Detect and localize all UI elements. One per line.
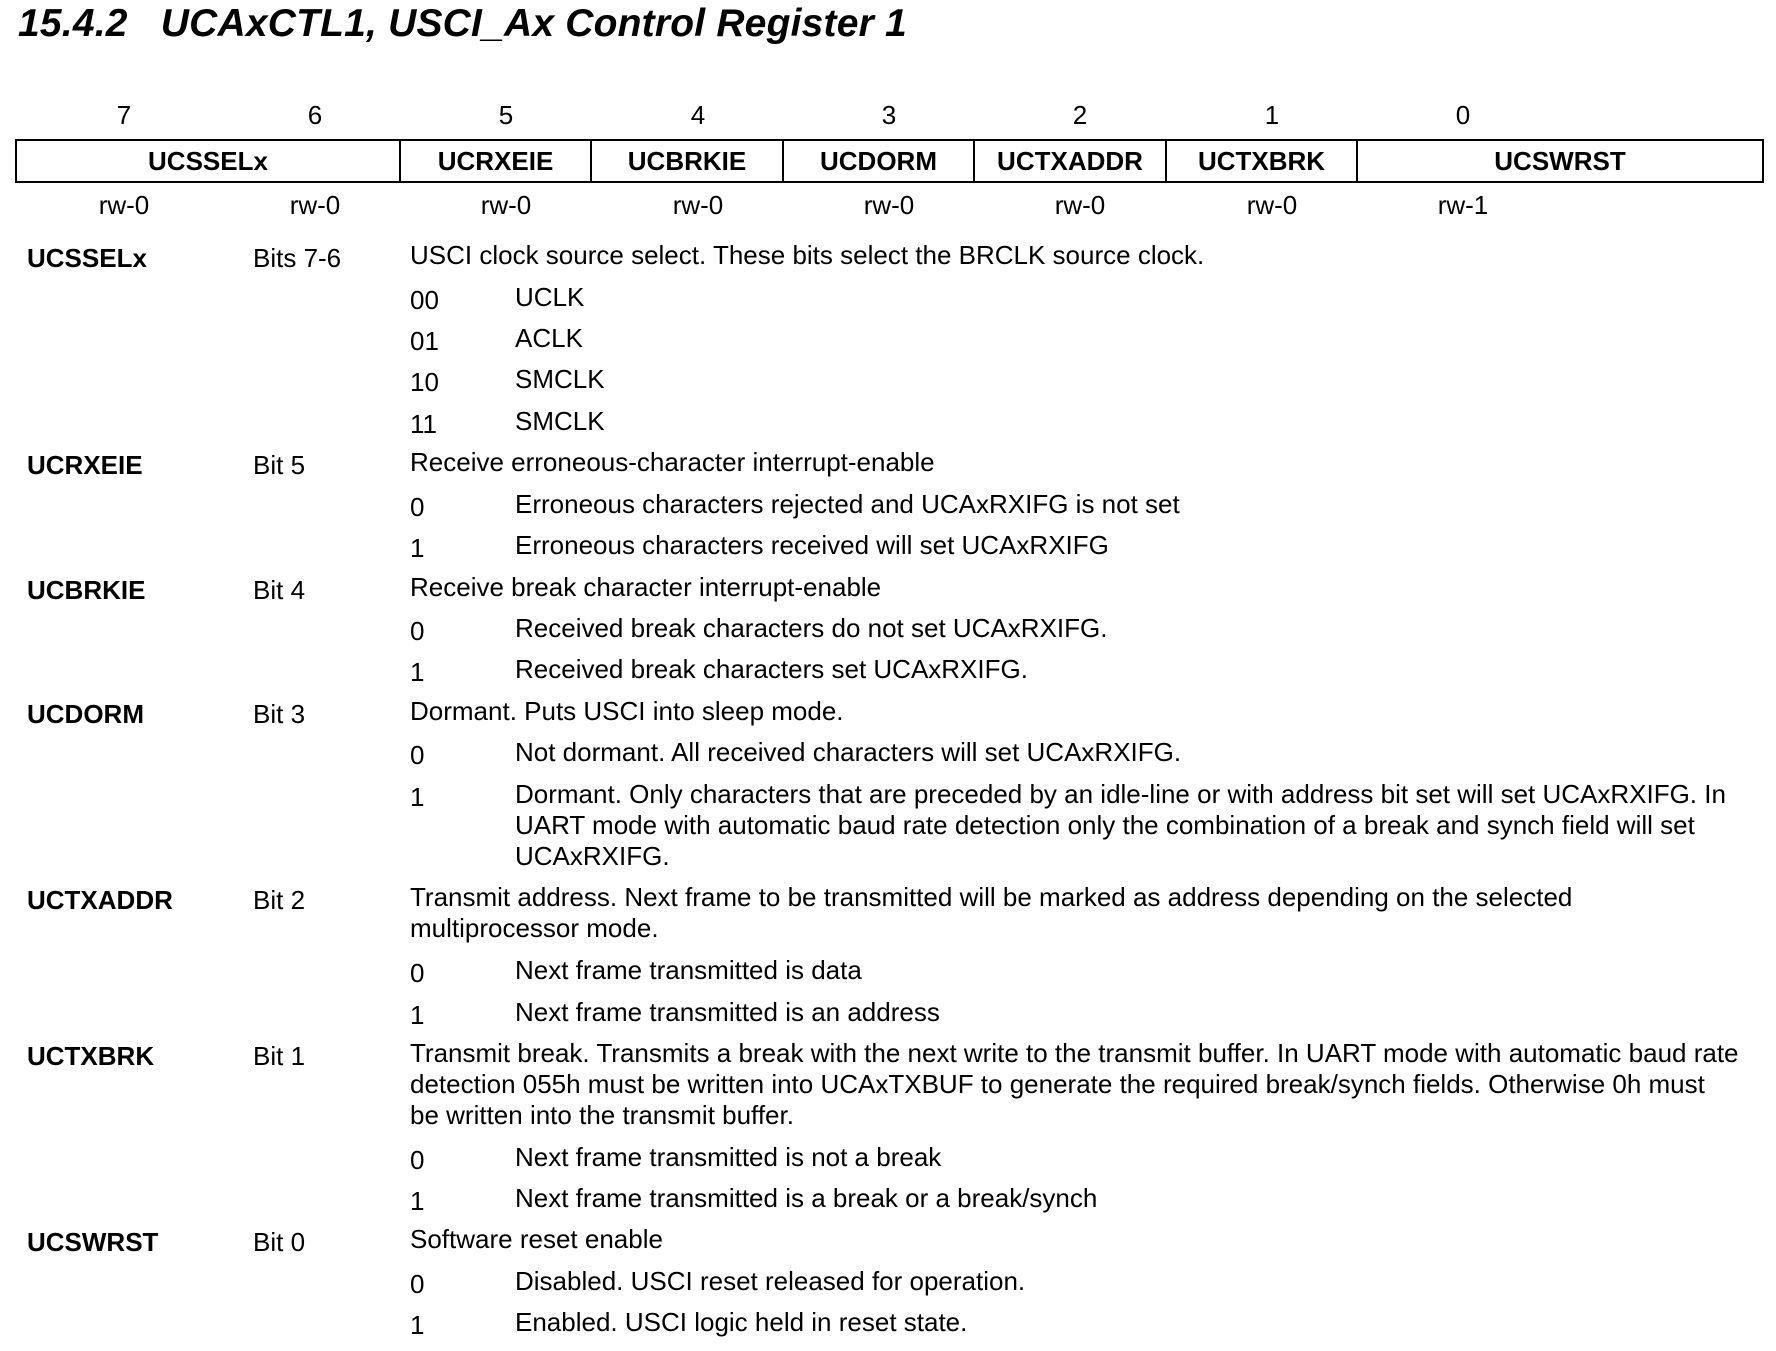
bit-number: 2: [1072, 100, 1088, 130]
field-name: UCTXADDR: [27, 885, 173, 915]
access-type: rw-1: [1437, 190, 1489, 220]
value-text: Received break characters do not set UCAxRXIFG.: [515, 613, 1108, 643]
access-type: rw-0: [1054, 190, 1106, 220]
value-key: 1: [410, 1000, 425, 1030]
field-description: Transmit break. Transmits a break with the next write to the transmit buffer. In UART mode with automatic baud rate detection 055h must be written into UCAxTXBUF to generate the required break/synch fields. Otherwise 0h must be written into the transmit buffer.: [410, 1038, 1739, 1130]
value-key: 0: [410, 1269, 425, 1299]
value-key: 1: [410, 1310, 425, 1340]
field-description: Dormant. Puts USCI into sleep mode.: [410, 696, 844, 726]
value-key: 0: [410, 740, 425, 770]
value-text: ACLK: [515, 323, 583, 353]
value-text: Next frame transmitted is an address: [515, 997, 940, 1027]
field-description: Receive erroneous-character interrupt-enable: [410, 447, 935, 477]
value-key: 1: [410, 782, 425, 812]
field-description: USCI clock source select. These bits select the BRCLK source clock.: [410, 240, 1205, 270]
value-text: Erroneous characters rejected and UCAxRXIFG is not set: [515, 489, 1180, 519]
bit-number: 3: [881, 100, 897, 130]
field-name: UCRXEIE: [27, 450, 143, 480]
field-name: UCSWRST: [27, 1227, 159, 1257]
field-bits: Bit 5: [253, 450, 306, 480]
field-description: Transmit address. Next frame to be transmitted will be marked as address depending on the selected multiprocessor mode.: [410, 882, 1573, 943]
value-key: 0: [410, 1145, 425, 1175]
field-bits: Bit 1: [253, 1041, 306, 1071]
access-type: rw-0: [672, 190, 724, 220]
value-text: SMCLK: [515, 364, 605, 394]
bit-number: 6: [307, 100, 323, 130]
register-layout-table: [15, 139, 1764, 183]
register-field-ucswrst: UCSWRST: [1356, 141, 1762, 181]
field-name: UCSSELx: [27, 243, 147, 273]
field-bits: Bit 2: [253, 885, 306, 915]
field-bits: Bit 4: [253, 575, 306, 605]
value-key: 0: [410, 958, 425, 988]
field-bits: Bits 7-6: [253, 243, 342, 273]
value-text: Not dormant. All received characters will set UCAxRXIFG.: [515, 737, 1182, 767]
field-description: Receive break character interrupt-enable: [410, 572, 882, 602]
access-row: [15, 190, 1762, 226]
value-text: Next frame transmitted is not a break: [515, 1142, 942, 1172]
value-text: Received break characters set UCAxRXIFG.: [515, 654, 1028, 684]
bit-number: 7: [116, 100, 132, 130]
access-type: rw-0: [289, 190, 341, 220]
register-field-uctxbrk: UCTXBRK: [1165, 141, 1356, 181]
page-title: 15.4.2 UCAxCTL1, USCI_Ax Control Register 1: [18, 2, 907, 45]
bit-number: 4: [690, 100, 706, 130]
access-type: rw-0: [863, 190, 915, 220]
access-type: rw-0: [98, 190, 150, 220]
value-key: 11: [410, 409, 437, 439]
access-type: rw-0: [1246, 190, 1298, 220]
register-field-ucrxeie: UCRXEIE: [399, 141, 590, 181]
register-field-ucdorm: UCDORM: [782, 141, 973, 181]
value-text: SMCLK: [515, 406, 605, 436]
bit-number: 1: [1264, 100, 1280, 130]
value-key: 00: [410, 285, 439, 315]
value-text: Disabled. USCI reset released for operation.: [515, 1266, 1026, 1296]
bit-number: 5: [498, 100, 514, 130]
value-text: Next frame transmitted is a break or a break/synch: [515, 1183, 1098, 1213]
bit-number: 0: [1455, 100, 1471, 130]
value-key: 01: [410, 326, 439, 356]
field-bits: Bit 3: [253, 699, 306, 729]
field-name: UCDORM: [27, 699, 144, 729]
value-text: Dormant. Only characters that are preceded by an idle-line or with address bit set will set UCAxRXIFG. In UART mode with automatic baud rate detection only the combination of a break and synch field will set UCAxRXIFG.: [515, 779, 1726, 871]
value-text: UCLK: [515, 282, 585, 312]
access-type: rw-0: [480, 190, 532, 220]
bit-number-row: [15, 100, 1762, 136]
register-field-uctxaddr: UCTXADDR: [973, 141, 1165, 181]
value-key: 10: [410, 367, 439, 397]
register-field-ucsselx: UCSSELx: [148, 146, 268, 176]
field-description: Software reset enable: [410, 1224, 663, 1254]
value-text: Erroneous characters received will set UCAxRXIFG: [515, 530, 1109, 560]
value-key: 1: [410, 657, 425, 687]
field-name: UCBRKIE: [27, 575, 146, 605]
value-key: 1: [410, 1186, 425, 1216]
value-text: Enabled. USCI logic held in reset state.: [515, 1307, 968, 1337]
field-name: UCTXBRK: [27, 1041, 155, 1071]
value-text: Next frame transmitted is data: [515, 955, 862, 985]
field-bits: Bit 0: [253, 1227, 306, 1257]
value-key: 1: [410, 533, 425, 563]
value-key: 0: [410, 492, 425, 522]
register-field-ucbrkie: UCBRKIE: [590, 141, 782, 181]
value-key: 0: [410, 616, 425, 646]
